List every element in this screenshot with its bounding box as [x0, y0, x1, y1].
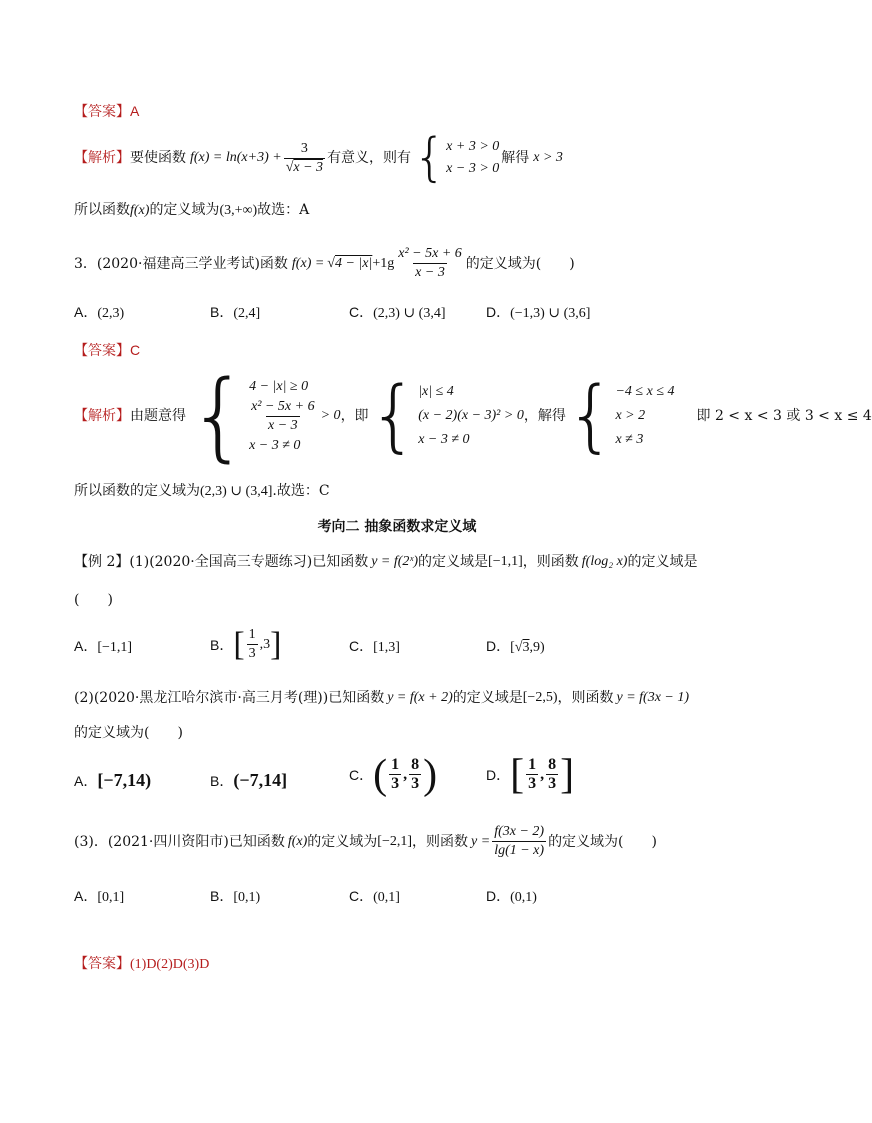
function-expr: y = — [471, 833, 491, 849]
equation-system — [418, 380, 524, 452]
question-text: (2)(2020·黑龙江哈尔滨市·高三月考(理))已知函数 — [74, 690, 385, 706]
sqrt-radicand: 3 — [522, 640, 530, 655]
fraction-numerator: x² − 5x + 6 — [398, 246, 462, 261]
answer-tag: 【答案】 — [74, 956, 130, 972]
option-value: (−1,3) ∪ (3,6] — [510, 306, 591, 321]
fraction-numerator: 1 — [248, 627, 256, 642]
question-text: 的定义域是 — [627, 554, 698, 570]
option-value: (2,4] — [233, 306, 261, 321]
brace-icon: { — [368, 371, 419, 461]
answer-final — [74, 955, 209, 974]
conclusion-text: .故选：C — [272, 483, 330, 499]
option-value: (2,3) — [97, 306, 125, 321]
interval: (2,3) ∪ (3,4] — [200, 484, 273, 499]
option-value: ,3 — [259, 636, 271, 652]
equation-system — [615, 380, 674, 452]
question-3 — [74, 245, 575, 282]
option-value: [1,3] — [373, 640, 400, 655]
question-text: 的定义域为( ) — [465, 255, 575, 272]
option-a — [74, 637, 132, 657]
conclusion-text: 所以函数 — [74, 202, 130, 218]
explanation-text: 有意义，则有 — [327, 150, 412, 166]
answer-1 — [74, 102, 139, 121]
option-label: A． — [74, 304, 98, 320]
function-expr: f(x) = ln(x+3) + — [190, 150, 282, 165]
conclusion-3 — [74, 482, 330, 501]
explanation-text: 要使函数 — [130, 150, 186, 166]
question-text: 的定义域为( ) — [74, 725, 183, 741]
equation-system — [446, 136, 499, 180]
fraction-numerator: x² − 5x + 6 — [251, 398, 315, 414]
option-b — [210, 770, 287, 791]
interval: [−1,1] — [488, 554, 523, 569]
explanation-tag: 【解析】 — [74, 150, 130, 166]
option-value: (−7,14] — [233, 770, 288, 790]
system-line: (x − 2)(x − 3)² > 0 — [418, 408, 524, 423]
option-d: D． [ $\frac{1}{3}$ , $\frac{8}{3}$ ] — [486, 751, 575, 798]
option-c — [349, 303, 446, 323]
option-label: B． — [210, 636, 234, 653]
answer-tag: 【答案】 — [74, 343, 130, 359]
conclusion-1 — [74, 201, 309, 220]
answer-value: C — [130, 342, 141, 358]
answer-value: (1)D(2)D(3)D — [130, 957, 210, 972]
option-value: [−1,1] — [97, 640, 133, 655]
option-c: C． ( $\frac{1}{3}$ , $\frac{8}{3}$ ) — [349, 751, 438, 798]
option-label: D． — [486, 638, 511, 654]
question-text: 的定义域为 — [307, 833, 378, 850]
system-line: x − 3 > 0 — [446, 161, 500, 176]
option-label: B． — [210, 773, 234, 789]
fraction — [249, 398, 317, 435]
question-text: 的定义域是 — [452, 690, 523, 706]
fraction-denominator: √x − 3 — [285, 159, 324, 175]
fraction-denominator: 3 — [528, 775, 537, 792]
option-label: D． — [486, 766, 511, 783]
function-expr: f(x) — [287, 833, 308, 849]
paren-right: ) — [423, 751, 438, 798]
fraction-denominator: lg(1 − x) — [494, 843, 545, 858]
conclusion-text: 所以函数的定义域为 — [74, 483, 200, 499]
system-line: 4 − |x| ≥ 0 — [249, 378, 309, 394]
equation-system — [249, 376, 340, 457]
function-expr: y = f(3x − 1) — [616, 690, 690, 705]
option-label: C． — [349, 638, 374, 654]
fraction-denominator: 3 — [391, 775, 400, 792]
fraction — [492, 823, 546, 860]
interval: [−2,1] — [377, 833, 413, 849]
system-line: x − 3 ≠ 0 — [249, 437, 301, 453]
explanation-text: 解得 — [501, 150, 530, 166]
answer-tag: 【答案】 — [74, 104, 130, 120]
function-expr: f(x) — [130, 203, 150, 218]
system-line — [249, 398, 340, 435]
explanation-tag: 【解析】 — [74, 408, 130, 424]
fraction-numerator: 8 — [548, 756, 557, 773]
example-2-part-2 — [74, 689, 689, 707]
answer-3 — [74, 341, 140, 360]
question-text: 3．(2020·福建高三学业考试)函数 — [74, 255, 288, 272]
lg-text: +1g — [372, 255, 395, 271]
explanation-3 — [74, 360, 872, 472]
option-d — [486, 887, 537, 907]
option-label: A． — [74, 888, 98, 904]
option-value: [0,1] — [97, 890, 125, 905]
system-line: |x| ≤ 4 — [418, 384, 454, 399]
fraction-numerator: 8 — [411, 756, 420, 773]
option-label: B． — [210, 888, 234, 904]
example-2-part-3 — [74, 823, 657, 860]
brace-icon: { — [565, 371, 616, 461]
explanation-text: 由题意得 — [130, 408, 186, 424]
option-value: (0,1] — [373, 890, 400, 905]
conclusion-text: 的定义域为 — [149, 202, 220, 218]
question-text: 的定义域为( ) — [548, 833, 657, 850]
result-expr: x > 3 — [533, 150, 563, 165]
option-b — [210, 887, 260, 907]
fraction-numerator: 3 — [300, 140, 308, 156]
sqrt-expr: √4 − |x| — [327, 255, 373, 271]
fraction — [396, 245, 464, 282]
answer-value: A — [130, 103, 140, 119]
fraction — [389, 756, 401, 793]
option-value: (0,1) — [510, 890, 537, 905]
function-expr: y = f(x + 2) — [387, 690, 453, 705]
option-a — [74, 303, 124, 323]
option-label: B． — [210, 304, 234, 320]
fraction-denominator: 3 — [248, 646, 256, 661]
example-2-part-1 — [74, 553, 697, 571]
question-text: 【例 2】(1)(2020·全国高三专题练习)已知函数 — [74, 554, 369, 570]
conclusion-text: 故选：A — [257, 202, 310, 218]
fraction — [546, 756, 558, 793]
system-line: x > 2 — [615, 408, 646, 423]
option-d — [486, 303, 590, 323]
section-title: 考向二 抽象函数求定义域 — [317, 519, 477, 535]
system-line: x − 3 ≠ 0 — [418, 432, 470, 447]
option-label: A． — [74, 638, 98, 654]
option-b — [210, 303, 260, 323]
bracket-right: ] — [560, 751, 575, 798]
option-value: [0,1) — [233, 890, 261, 905]
system-line: −4 ≤ x ≤ 4 — [615, 384, 675, 399]
function-expr: f(x) = — [291, 255, 325, 271]
question-text: 的定义域是 — [418, 554, 489, 570]
fraction-denominator: 3 — [548, 775, 557, 792]
option-value: [−7,14) — [97, 770, 152, 790]
bracket-left: [ — [233, 625, 245, 663]
option-b — [210, 626, 282, 663]
question-text: ，则函数 — [557, 690, 614, 706]
fraction-numerator: 1 — [391, 756, 400, 773]
fraction — [409, 756, 421, 793]
question-text: ，则函数 — [412, 833, 469, 850]
question-paren: ( ) — [74, 592, 113, 608]
option-a — [74, 770, 151, 791]
option-label: D． — [486, 888, 511, 904]
inequality: > 0 — [320, 408, 341, 423]
fraction-denominator: 3 — [411, 775, 420, 792]
system-line: x + 3 > 0 — [446, 139, 500, 154]
fraction — [526, 756, 538, 793]
explanation-1 — [74, 128, 563, 188]
fraction-denominator: x − 3 — [415, 265, 445, 280]
question-text: ，则函数 — [522, 554, 579, 570]
fraction-denominator: x − 3 — [268, 417, 298, 433]
result-text: 即 2 < x < 3 或 3 < x ≤ 4 — [696, 408, 872, 424]
sqrt-radicand: x − 3 — [293, 159, 324, 175]
fraction — [247, 626, 258, 663]
brace-icon: { — [188, 360, 250, 472]
explanation-text: ，即 — [340, 408, 369, 424]
option-c — [349, 637, 400, 657]
fraction — [284, 140, 325, 177]
option-value: ,9 — [529, 640, 540, 655]
function-expr: y = f(2ˣ) — [371, 554, 419, 569]
fraction-numerator: f(3x − 2) — [494, 824, 545, 839]
option-label: C． — [349, 888, 374, 904]
fraction-numerator: 1 — [528, 756, 537, 773]
sqrt-radicand: 4 − |x| — [334, 255, 373, 271]
brace-icon: { — [413, 128, 447, 188]
system-line: x ≠ 3 — [615, 432, 644, 447]
bracket-right: ] — [270, 625, 282, 663]
question-text: (3)．(2021·四川资阳市)已知函数 — [74, 833, 285, 850]
interval: (3,+∞) — [219, 203, 258, 218]
interval: [−2,5) — [522, 690, 558, 705]
bracket-left: [ — [510, 751, 525, 798]
option-label: C． — [349, 766, 374, 783]
paren-left: ( — [373, 751, 388, 798]
function-expr: f(log₂ x) — [581, 554, 628, 569]
option-d: D．[√3,9) — [486, 638, 545, 655]
option-a — [74, 887, 124, 907]
option-label: C． — [349, 304, 374, 320]
option-label: D． — [486, 304, 511, 320]
option-value: (2,3) ∪ (3,4] — [373, 306, 446, 321]
option-c — [349, 887, 400, 907]
option-label: A． — [74, 773, 98, 789]
explanation-text: ，解得 — [523, 408, 566, 424]
